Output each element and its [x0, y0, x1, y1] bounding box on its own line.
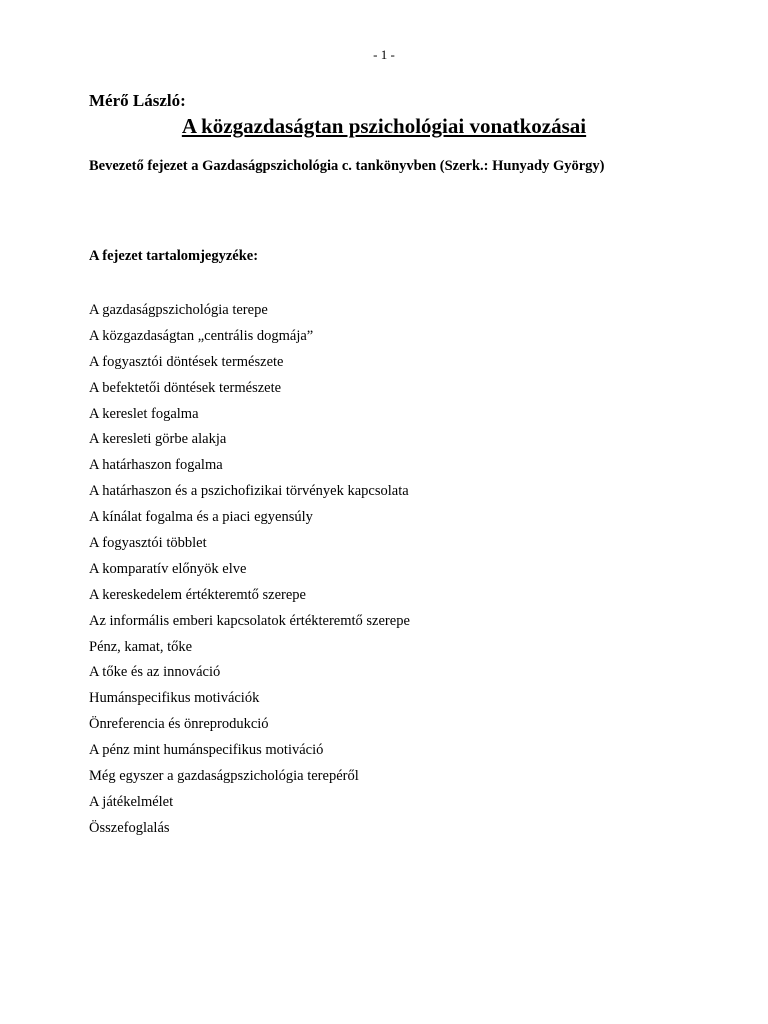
- toc-item: A kínálat fogalma és a piaci egyensúly: [89, 509, 313, 526]
- toc-item: A komparatív előnyök elve: [89, 560, 247, 577]
- toc-item: A keresleti görbe alakja: [89, 431, 227, 448]
- toc-heading: A fejezet tartalomjegyzéke:: [89, 248, 259, 264]
- toc-item: A tőke és az innováció: [89, 664, 221, 681]
- toc-item: A kereslet fogalma: [89, 405, 199, 422]
- toc-item: Humánspecifikus motivációk: [89, 690, 260, 707]
- toc-list: [89, 301, 410, 845]
- toc-item: Az informális emberi kapcsolatok értékteremtő szerepe: [89, 612, 410, 629]
- toc-item: A gazdaságpszichológia terepe: [89, 302, 268, 318]
- toc-item: A befektetői döntések természete: [89, 379, 282, 396]
- toc-item: A határhaszon és a pszichofizikai törvények kapcsolata: [89, 483, 409, 500]
- toc-item: Önreferencia és önreprodukció: [89, 716, 269, 733]
- toc-item: A fogyasztói döntések természete: [89, 353, 284, 370]
- document-title: A közgazdaságtan pszichológiai vonatkozásai: [181, 114, 587, 138]
- toc-item: A kereskedelem értékteremtő szerepe: [89, 586, 306, 603]
- toc-item: Pénz, kamat, tőke: [89, 638, 193, 655]
- document-subtitle: Bevezető fejezet a Gazdaságpszichológia c. tankönyvben (Szerk.: Hunyady György): [89, 158, 605, 174]
- page-number: - 1 -: [373, 47, 395, 62]
- toc-item: A közgazdaságtan „centrális dogmája”: [89, 327, 314, 344]
- toc-item: A fogyasztói többlet: [89, 535, 207, 552]
- toc-item: A játékelmélet: [89, 793, 174, 810]
- toc-item: A pénz mint humánspecifikus motiváció: [89, 742, 324, 759]
- author-name: Mérő László:: [89, 91, 186, 110]
- toc-item: A határhaszon fogalma: [89, 457, 223, 474]
- toc-item: Összefoglalás: [89, 819, 170, 836]
- toc-item: Még egyszer a gazdaságpszichológia terepéről: [89, 768, 359, 785]
